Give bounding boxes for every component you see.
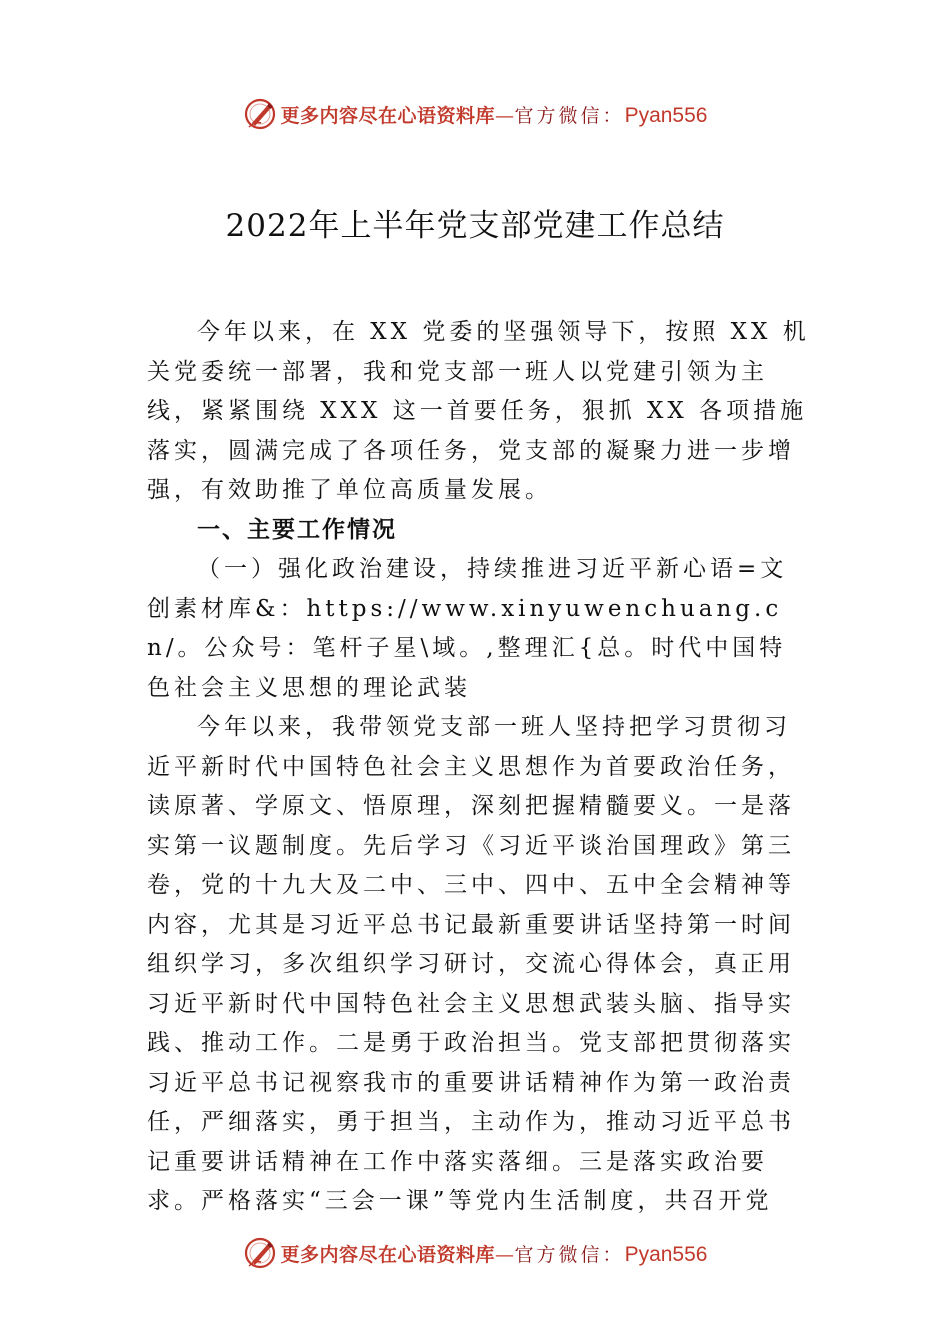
watermark-text	[281, 1240, 708, 1267]
watermark-wechat-id: Pyan556	[624, 1242, 708, 1266]
watermark-separator: —	[495, 104, 515, 127]
watermark-banner-bottom	[0, 1231, 950, 1275]
watermark-label: 官方微信：	[514, 1243, 625, 1266]
watermark-brand-text: 更多内容尽在心语资料库	[280, 1243, 496, 1266]
document-title: 2022年上半年党支部党建工作总结	[225, 208, 725, 244]
subsection-1-paragraph: 今年以来，我带领党支部一班人坚持把学习贯彻习近平新时代中国特色社会主义思想作为首要政治任务，读原著、学原文、悟原理，深刻把握精髓要义。一是落实第一议题制度。先后学习《习近平谈治国理政》第三卷，党的十九大及二中、三中、四中、五中全会精神等内容，尤其是习近平总书记最新重要讲话坚持第一时间组织学习，多次组织学习研讨，交流心得体会，真正用习近平新时代中国特色社会主义思想武装头脑、指导实践、推动工作。二是勇于政治担当。党支部把贯彻落实习近平总书记视察我市的重要讲话精神作为第一政治责任，严细落实，勇于担当，主动作为，推动习近平总书记重要讲话精神在工作中落实落细。三是落实政治要求。严格落实“三会一课”等党内生活制度，共召开党	[147, 714, 795, 1214]
subsection-heading-1: （一）强化政治建设，持续推进习近平新心语=文创素材库&：https://www.xinyuwenchuang.cn/。公众号：笔杆子星\域。,整理汇{总。时代中国特色社会主义思想的理论武装	[147, 556, 788, 701]
watermark-text	[281, 101, 708, 128]
document-body	[147, 313, 812, 1222]
pen-logo-icon	[243, 97, 277, 131]
watermark-separator: —	[495, 1243, 515, 1266]
section-heading-1: 一、主要工作情况	[197, 516, 397, 543]
intro-paragraph: 今年以来，在 XX 党委的坚强领导下，按照 XX 机关党委统一部署，我和党支部一班人以党建引领为主线，紧紧围绕 XXX 这一首要任务，狠抓 XX 各项措施落实，圆满完成了各项任务，党支部的凝聚力进一步增强，有效助推了单位高质量发展。	[147, 319, 810, 503]
watermark-label: 官方微信：	[514, 104, 625, 127]
watermark-banner-top	[0, 92, 950, 136]
watermark-wechat-id: Pyan556	[624, 103, 708, 127]
pen-logo-icon	[243, 1236, 277, 1270]
watermark-brand-text: 更多内容尽在心语资料库	[280, 104, 496, 127]
